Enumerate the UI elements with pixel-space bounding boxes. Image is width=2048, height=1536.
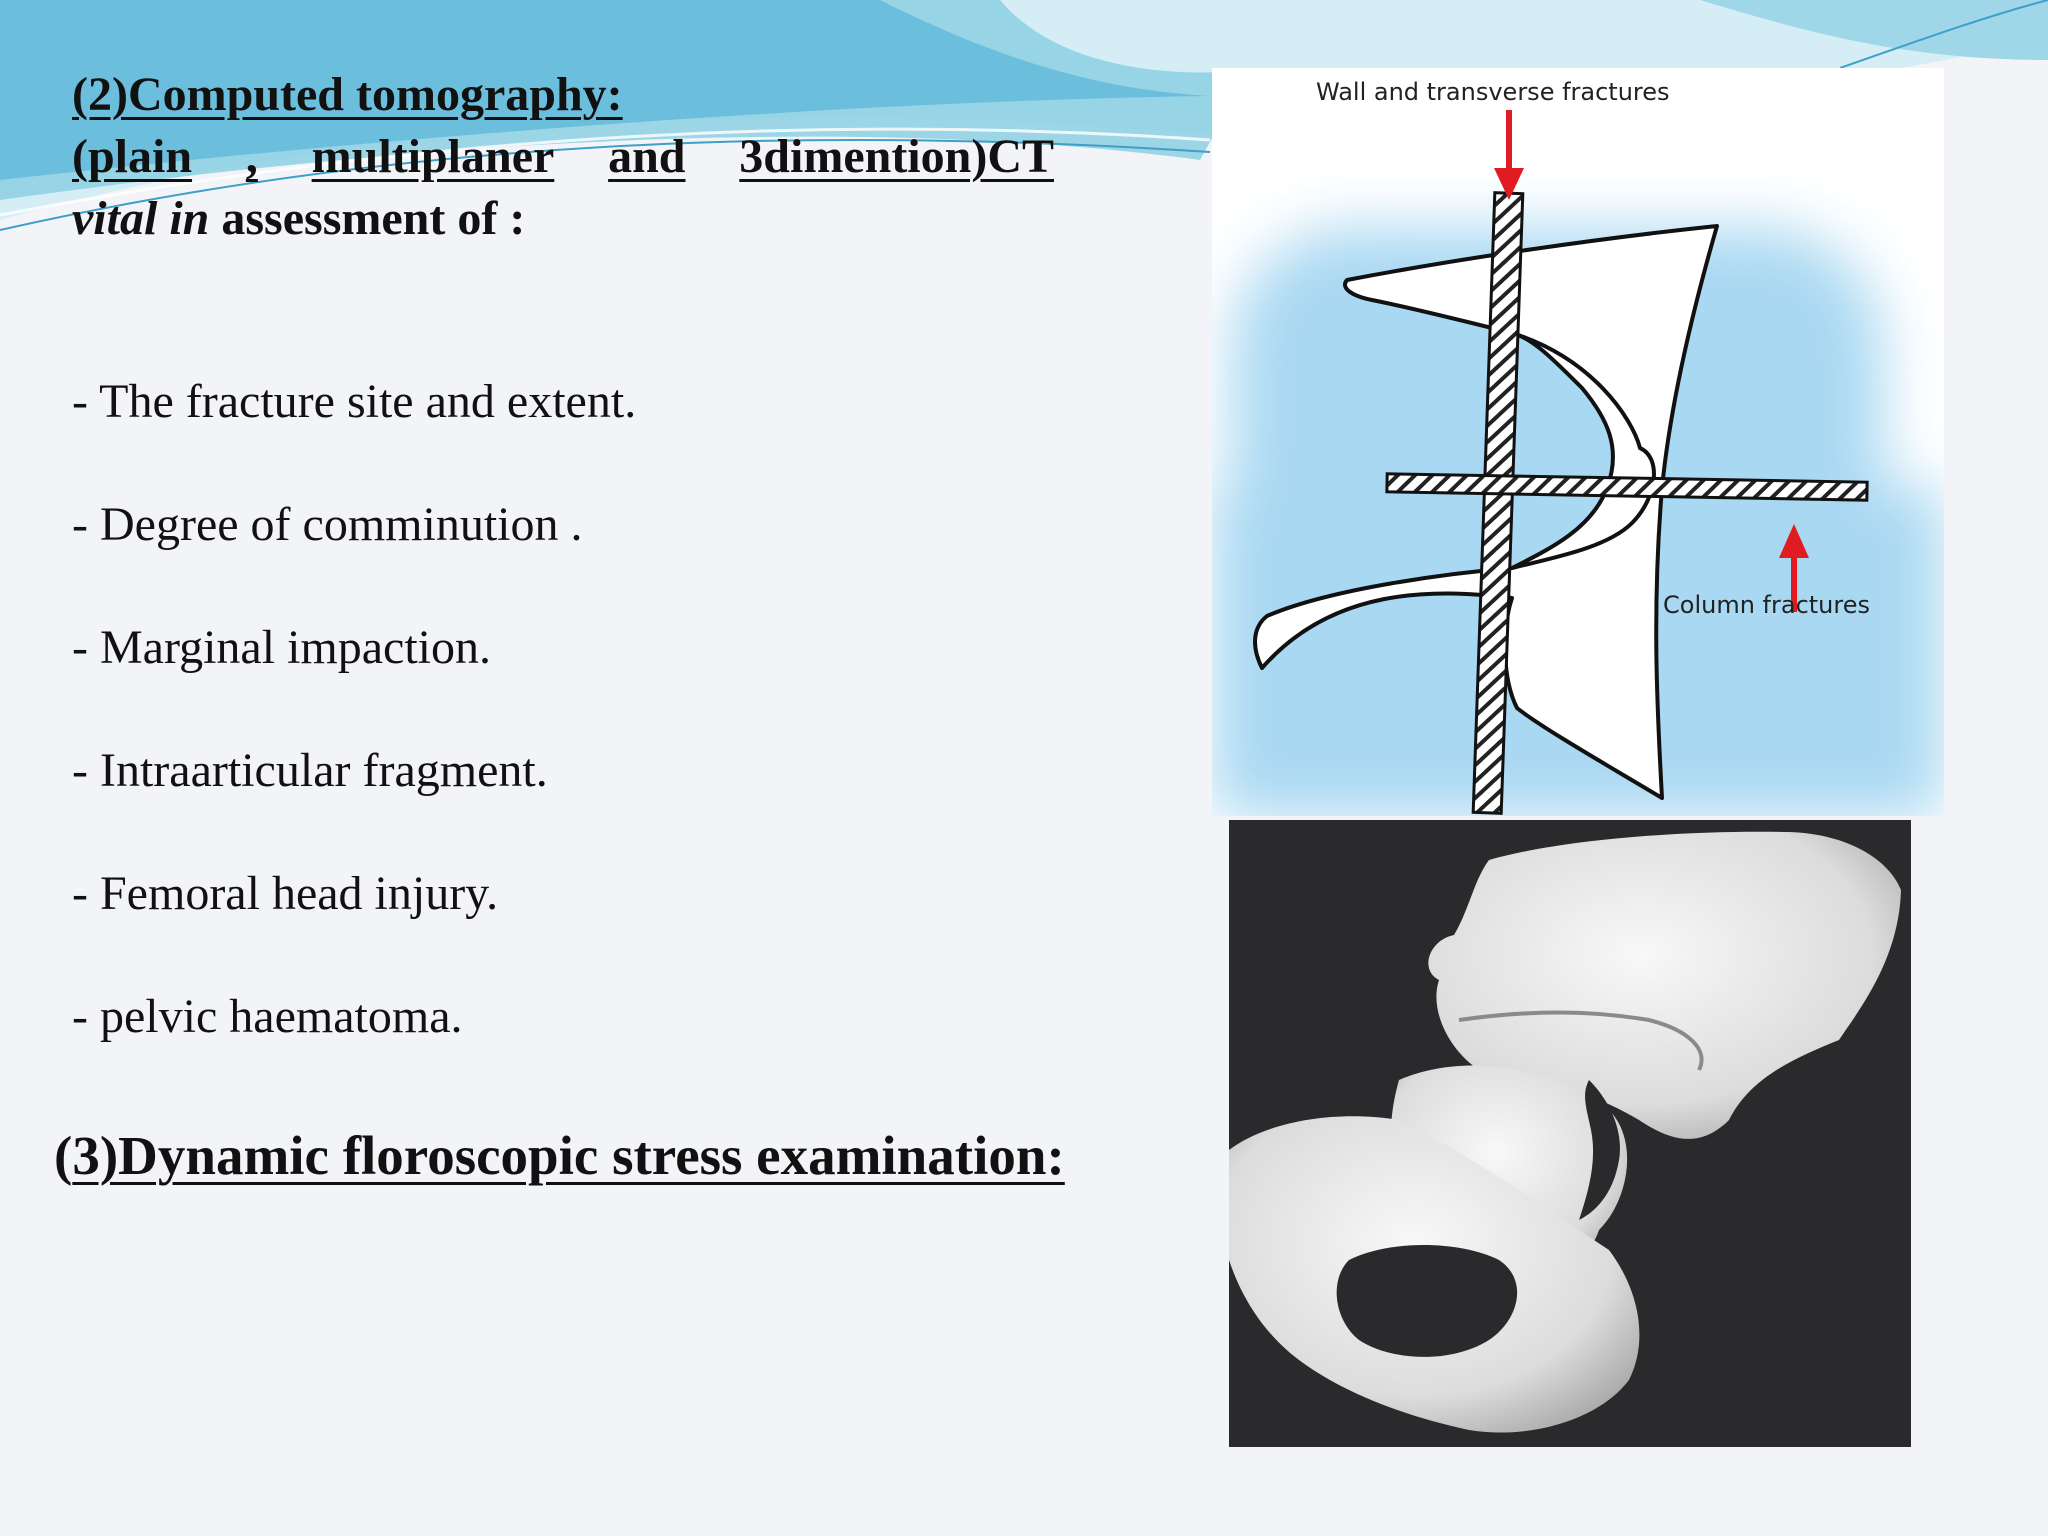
slide-text-block bbox=[72, 64, 1072, 250]
list-item: - The fracture site and extent. bbox=[72, 375, 637, 428]
vital-line bbox=[72, 188, 1072, 250]
wall-fracture-label: Wall and transverse fractures bbox=[1316, 78, 1670, 106]
wall-arrow-icon bbox=[1494, 110, 1524, 200]
section3-title: 3)Dynamic floroscopic stress examination: bbox=[72, 1125, 1065, 1186]
list-item: - Femoral head injury. bbox=[72, 867, 499, 920]
section3-prefix: ( bbox=[54, 1125, 73, 1186]
list-item: - Marginal impaction. bbox=[72, 621, 492, 674]
list-item: - Degree of comminution . bbox=[72, 498, 583, 551]
fracture-diagram-svg bbox=[1212, 68, 1944, 816]
vital-italic: vital in bbox=[72, 192, 210, 245]
assessment-list bbox=[72, 366, 636, 1104]
subheading-word: and bbox=[608, 130, 686, 183]
ct-3d-svg bbox=[1229, 820, 1911, 1447]
section3-heading bbox=[54, 1124, 1065, 1187]
column-fracture-label: Column fractures bbox=[1663, 591, 1870, 619]
fracture-diagram bbox=[1212, 68, 1944, 816]
list-item: - pelvic haematoma. bbox=[72, 990, 463, 1043]
ct-heading: (2)Computed tomography: bbox=[72, 68, 623, 121]
subheading-word: , bbox=[245, 130, 258, 183]
subheading-word: multiplaner bbox=[311, 130, 555, 183]
ct-3d-reconstruction-image bbox=[1229, 820, 1911, 1447]
ct-subheading bbox=[72, 126, 1054, 188]
list-item: - Intraarticular fragment. bbox=[72, 744, 548, 797]
vital-rest: assessment of : bbox=[209, 192, 526, 245]
subheading-word: (plain bbox=[72, 130, 193, 183]
subheading-word: 3dimention)CT bbox=[739, 130, 1054, 183]
